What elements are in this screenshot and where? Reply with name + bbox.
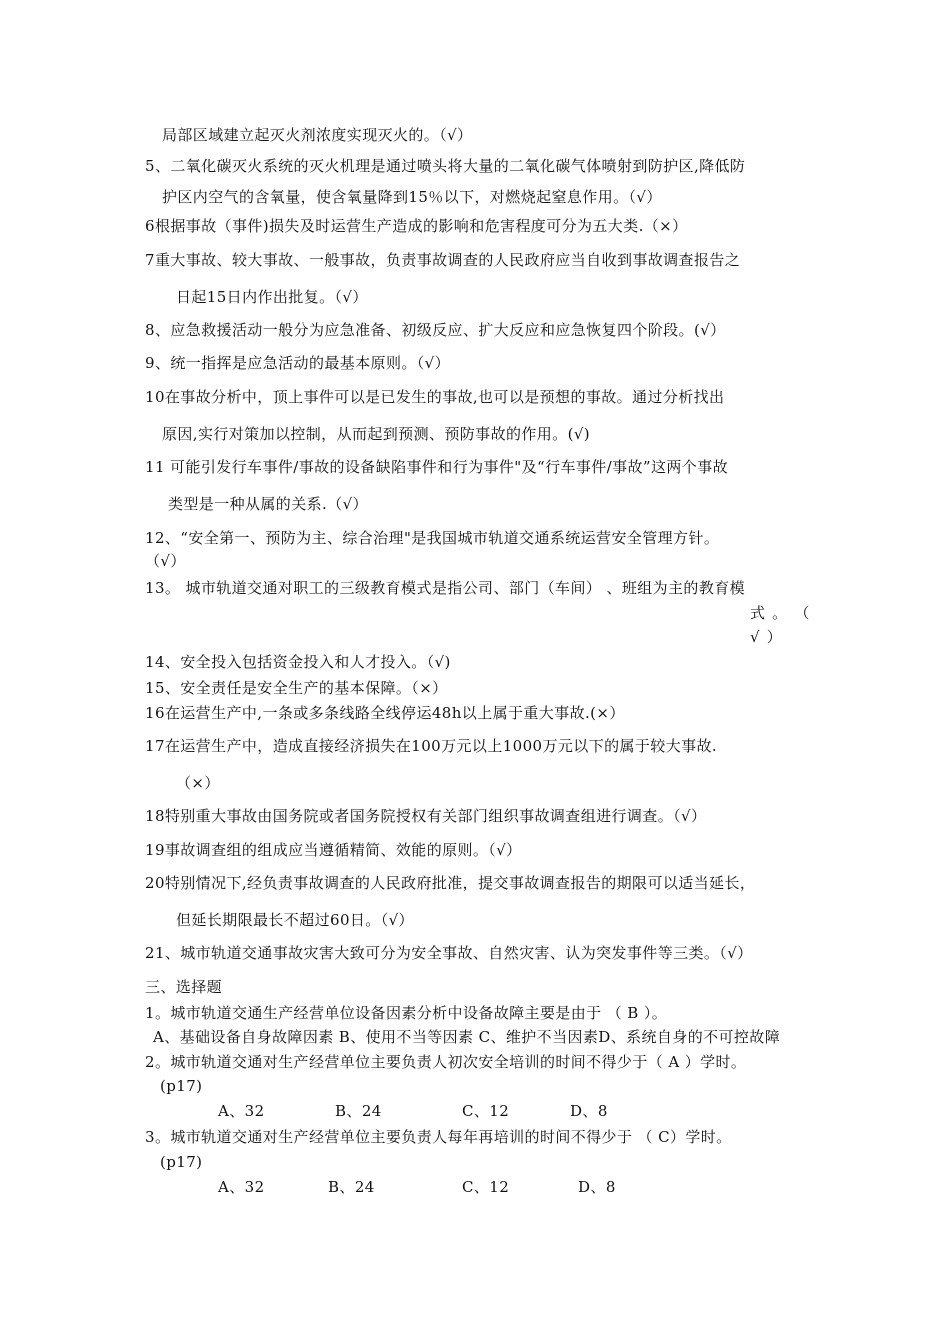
text-line: 护区内空气的含氧量，使含氧量降到15％以下，对燃烧起窒息作用。（√） xyxy=(162,188,662,206)
question-2-ref: (p17) xyxy=(160,1077,203,1095)
text-line: 19事故调查组的组成应当遵循精简、效能的原则。（√） xyxy=(145,841,522,859)
text-line: 13。 城市轨道交通对职工的三级教育模式是指公司、部门（车间） 、班组为主的教育模 xyxy=(145,579,746,597)
text-line: 11 可能引发行车事件/事故的设备缺陷事件和行为事件"及“行车事件/事故”这两个事故 xyxy=(145,458,729,476)
text-line: 原因,实行对策加以控制，从而起到预测、预防事故的作用。(√) xyxy=(162,425,591,443)
text-line: 15、安全责任是安全生产的基本保障。（×） xyxy=(145,679,448,697)
section-heading: 三、选择题 xyxy=(145,978,223,996)
option-c: C、12 xyxy=(462,1102,510,1120)
text-line: 12、“安全第一、预防为主、综合治理"是我国城市轨道交通系统运营安全管理方针。 xyxy=(145,529,720,547)
text-line: 17在运营生产中，造成直接经济损失在100万元以上1000万元以下的属于较大事故. xyxy=(145,737,718,755)
text-line: 5、二氧化碳灭火系统的灭火机理是通过喷头将大量的二氧化碳气体喷射到防护区,降低防 xyxy=(145,157,746,175)
option-b: B、24 xyxy=(335,1102,382,1120)
text-line: 21、城市轨道交通事故灾害大致可分为安全事故、自然灾害、认为突发事件等三类。（√） xyxy=(145,944,753,962)
option-a: A、32 xyxy=(218,1102,265,1120)
text-line: （×） xyxy=(176,774,220,792)
question-3-ref: (p17) xyxy=(160,1153,203,1171)
text-line: 7重大事故、较大事故、一般事故，负责事故调查的人民政府应当自收到事故调查报告之 xyxy=(145,251,741,269)
option-b: B、24 xyxy=(328,1178,375,1196)
text-line: 局部区域建立起灭火剂浓度实现灭火的。（√） xyxy=(162,126,473,144)
text-line: 9、统一指挥是应急活动的最基本原则。（√） xyxy=(145,354,451,372)
text-line: 16在运营生产中,一条或多条线路全线停运48h以上属于重大事故.(×） xyxy=(145,704,625,722)
text-line: 20特别情况下,经负责事故调查的人民政府批准，提交事故调查报告的期限可以适当延长， xyxy=(145,874,756,892)
question-1-options: A、基础设备自身故障因素 B、使用不当等因素 C、维护不当因素D、系统自身的不可控故障 xyxy=(153,1028,781,1046)
text-line: 14、安全投入包括资金投入和人才投入。（√) xyxy=(145,653,451,671)
text-line: √ ） xyxy=(750,628,783,646)
text-line: 类型是一种从属的关系.（√） xyxy=(168,495,368,513)
text-line: 式 。 （ xyxy=(750,604,811,622)
option-c: C、12 xyxy=(462,1178,510,1196)
text-line: 10在事故分析中，顶上事件可以是已发生的事故,也可以是预想的事故。通过分析找出 xyxy=(145,388,725,406)
option-d: D、8 xyxy=(570,1102,608,1120)
question-2: 2。城市轨道交通对生产经营单位主要负责人初次安全培训的时间不得少于（ A ）学时。 xyxy=(145,1053,747,1071)
question-3: 3。城市轨道交通对生产经营单位主要负责人每年再培训的时间不得少于 （ C）学时。 xyxy=(145,1128,732,1146)
option-d: D、8 xyxy=(578,1178,616,1196)
text-line: 但延长期限最长不超过60日。（√） xyxy=(176,911,414,929)
text-line: 6根据事故（事件)损失及时运营生产造成的影响和危害程度可分为五大类.（×） xyxy=(145,217,688,235)
text-line: 8、应急救援活动一般分为应急准备、初级反应、扩大反应和应急恢复四个阶段。(√） xyxy=(145,321,726,339)
option-a: A、32 xyxy=(218,1178,265,1196)
text-line: （√） xyxy=(145,552,186,570)
question-1: 1。城市轨道交通生产经营单位设备因素分析中设备故障主要是由于 （ B ）。 xyxy=(145,1004,668,1022)
text-line: 18特别重大事故由国务院或者国务院授权有关部门组织事故调查组进行调查。（√） xyxy=(145,807,707,825)
text-line: 日起15日内作出批复。（√） xyxy=(176,288,368,306)
